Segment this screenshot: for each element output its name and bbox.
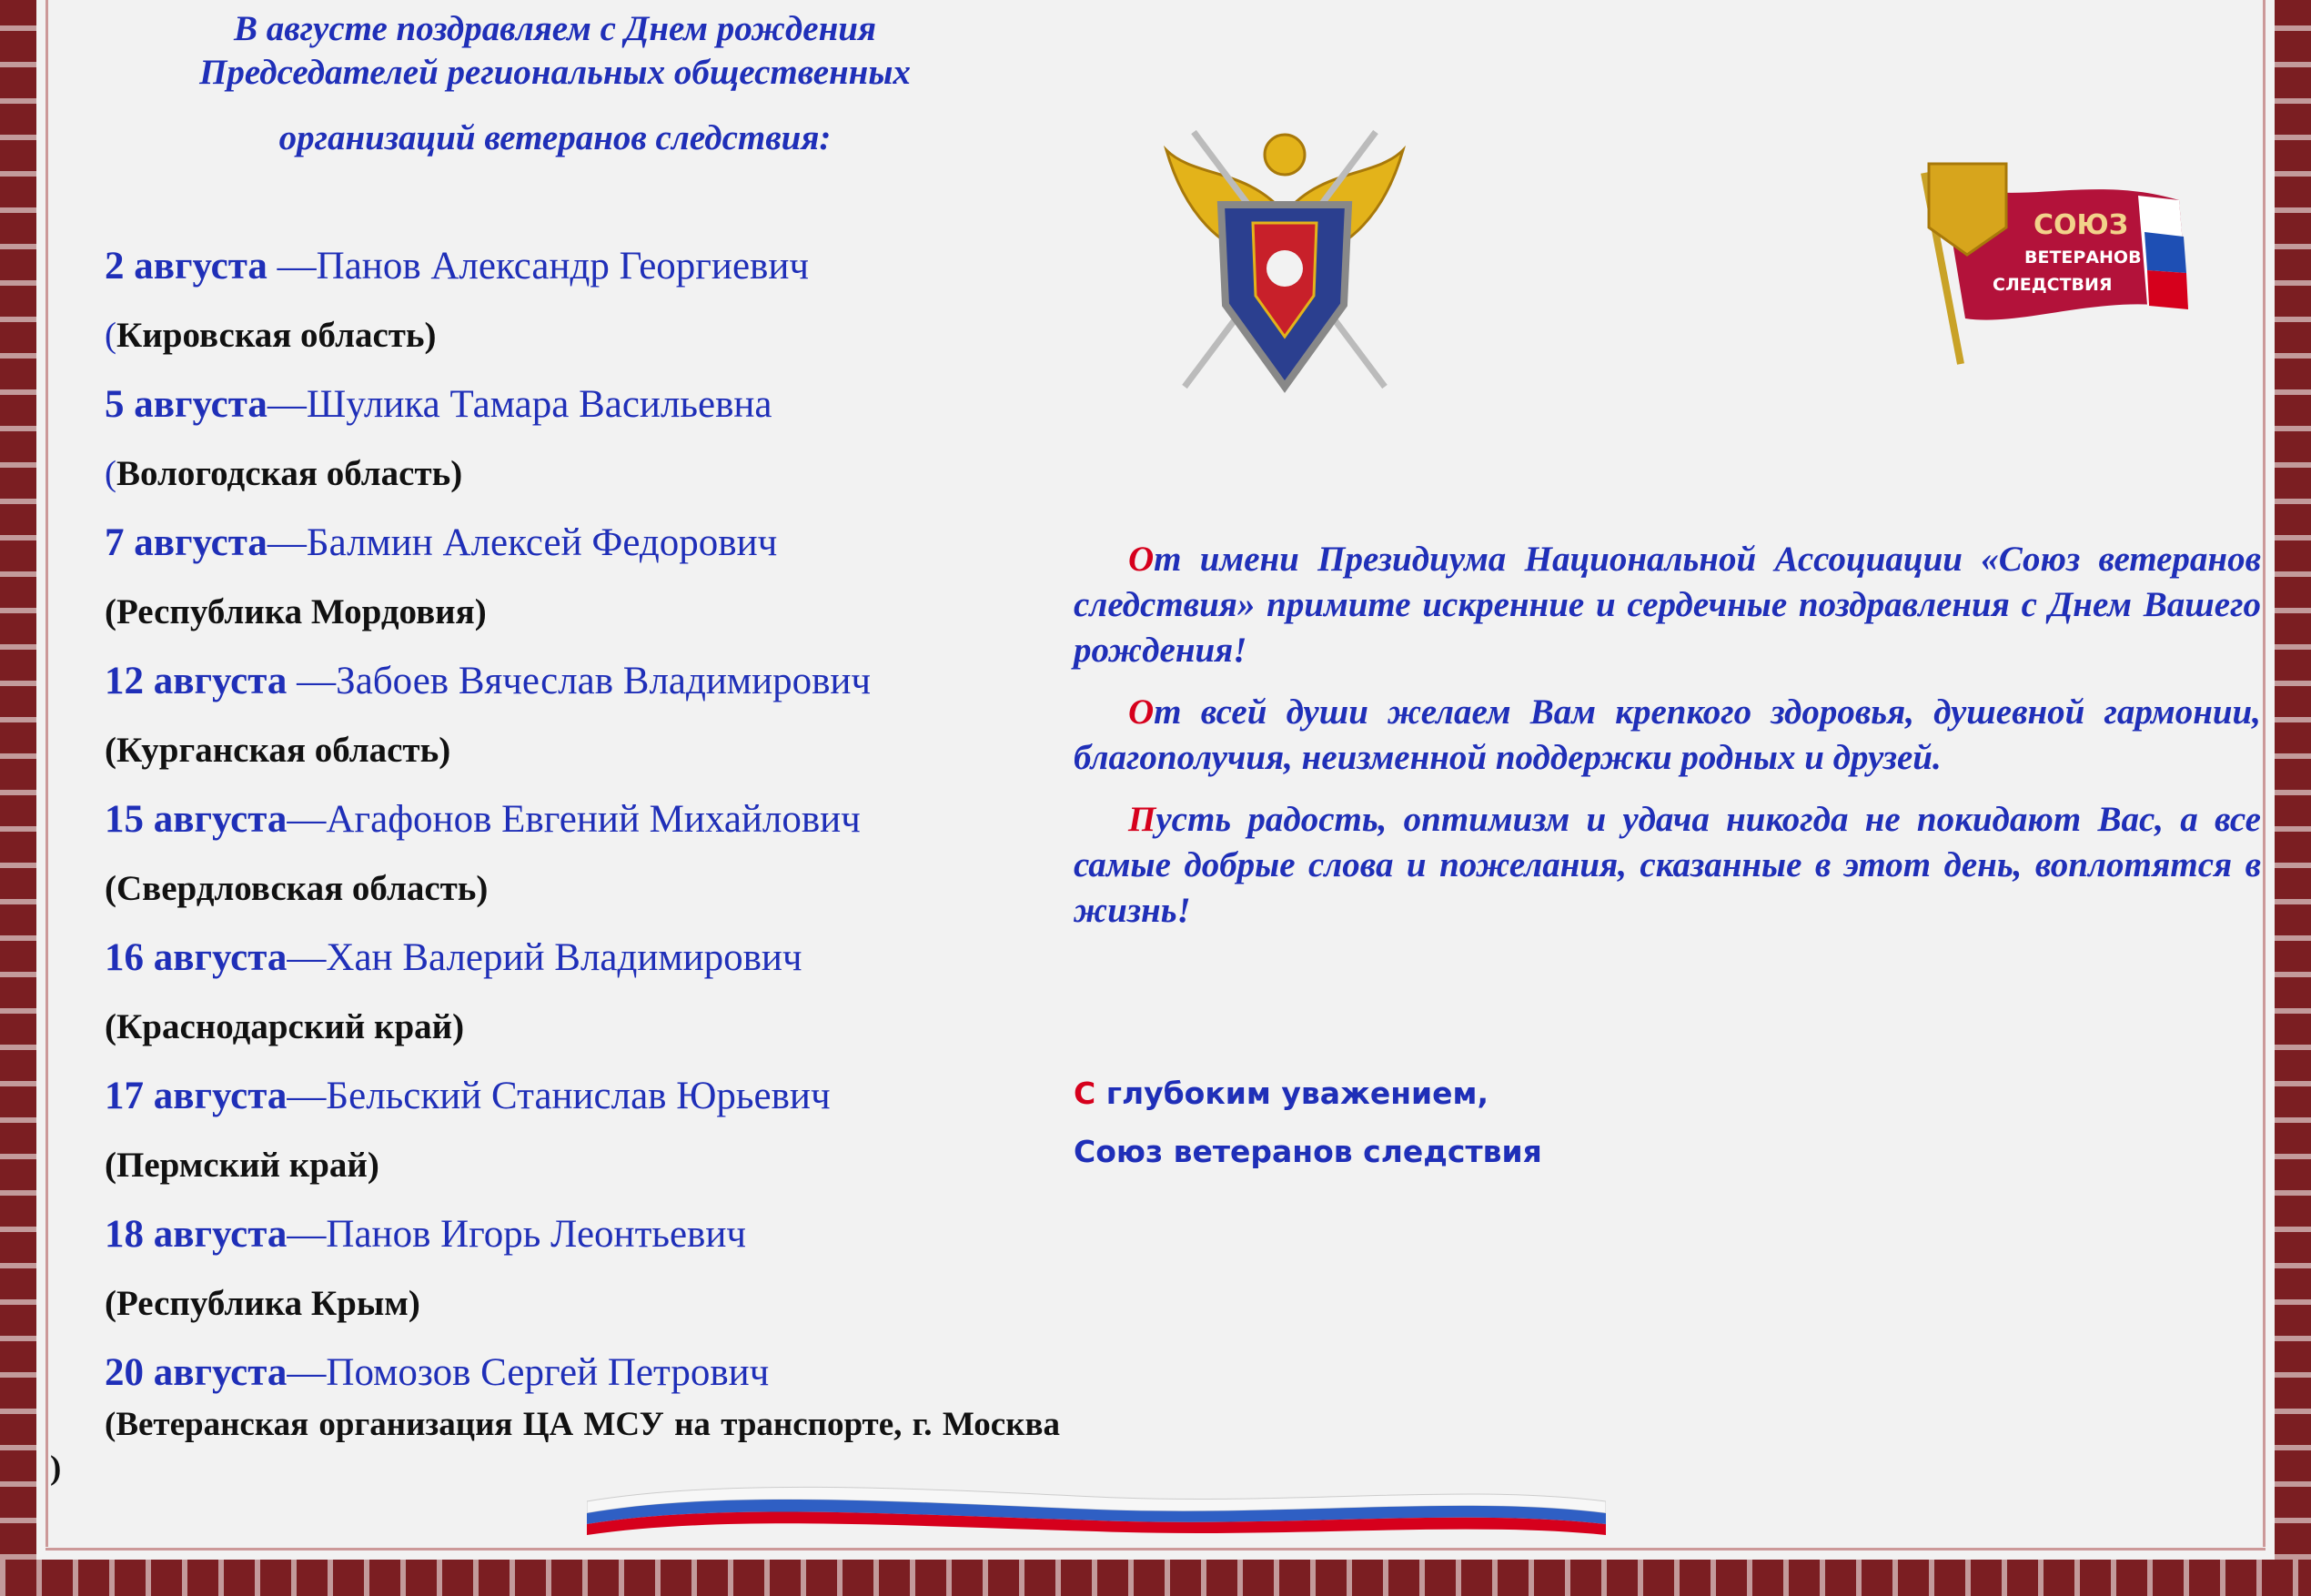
birthday-list xyxy=(105,232,1069,1408)
list-item: 12 августа —Забоев Вячеслав Владимирович xyxy=(105,660,872,702)
region-label: (Курганская область) xyxy=(105,731,451,770)
frame-inner-line xyxy=(45,1548,2266,1551)
frame-left xyxy=(0,0,36,1596)
badge-text-1: СОЮЗ xyxy=(2033,209,2129,241)
list-item: 18 августа—Панов Игорь Леонтьевич xyxy=(105,1213,746,1256)
list-item: 15 августа—Агафонов Евгений Михайлович xyxy=(105,798,861,841)
region-label: (Краснодарский край) xyxy=(105,1007,465,1046)
greeting-paragraph-2: От всей души желаем Вам крепкого здоровья, душевной гармонии, благополучия, неизменной поддержки родных и друзей. xyxy=(1074,692,2261,777)
greeting-text xyxy=(1074,537,2261,950)
region-label: (Республика Мордовия) xyxy=(105,592,487,631)
title-line-1: В августе поздравляем с Днем рождения xyxy=(233,9,877,48)
page-title xyxy=(64,7,1046,160)
list-item: 20 августа—Помозов Сергей Петрович xyxy=(105,1351,770,1394)
region-label: (Ветеранская организация ЦА МСУ на транспорте, г. Москва ) xyxy=(50,1406,1060,1487)
frame-right xyxy=(2275,0,2311,1596)
frame-inner-line xyxy=(45,0,48,1547)
signature-line-1: С глубоким уважением, xyxy=(1074,1076,1489,1111)
region-label: (Пермский край) xyxy=(105,1146,379,1185)
signature-line-2: Союз ветеранов следствия xyxy=(1074,1134,1542,1169)
list-item: 2 августа —Панов Александр Георгиевич xyxy=(105,245,809,288)
list-item: 17 августа—Бельский Станислав Юрьевич xyxy=(105,1075,831,1117)
investigative-committee-emblem xyxy=(1157,114,1412,405)
region-label: (Свердловская область) xyxy=(105,869,489,908)
list-item: 5 августа—Шулика Тамара Васильевна xyxy=(105,383,772,426)
region-label: (Вологодская область) xyxy=(105,454,463,493)
greeting-paragraph-1: От имени Президиума Национальной Ассоциации «Союз ветеранов следствия» примите искренние и сердечные поздравления с Днем Вашего рождения! xyxy=(1074,540,2261,670)
badge-text-2: ВЕТЕРАНОВ xyxy=(2024,247,2142,268)
veterans-union-badge xyxy=(1906,146,2197,373)
frame-bottom xyxy=(0,1560,2311,1596)
greeting-paragraph-3: Пусть радость, оптимизм и удача никогда не покидают Вас, а все самые добрые слова и пожелания, сказанные в этот день, воплотятся в жизнь! xyxy=(1074,800,2261,930)
title-line-3: организаций ветеранов следствия: xyxy=(278,118,832,157)
frame-inner-line xyxy=(2263,0,2266,1547)
badge-text-3: СЛЕДСТВИЯ xyxy=(1993,275,2113,295)
region-label: (Кировская область) xyxy=(105,316,437,355)
region-label: (Республика Крым) xyxy=(105,1284,420,1323)
list-item: 16 августа—Хан Валерий Владимирович xyxy=(105,936,802,979)
signature xyxy=(1074,1065,1542,1181)
tricolor-ribbon xyxy=(587,1470,1606,1542)
list-item: 7 августа—Балмин Алексей Федорович xyxy=(105,521,778,564)
title-line-2: Председателей региональных общественных xyxy=(199,53,911,92)
